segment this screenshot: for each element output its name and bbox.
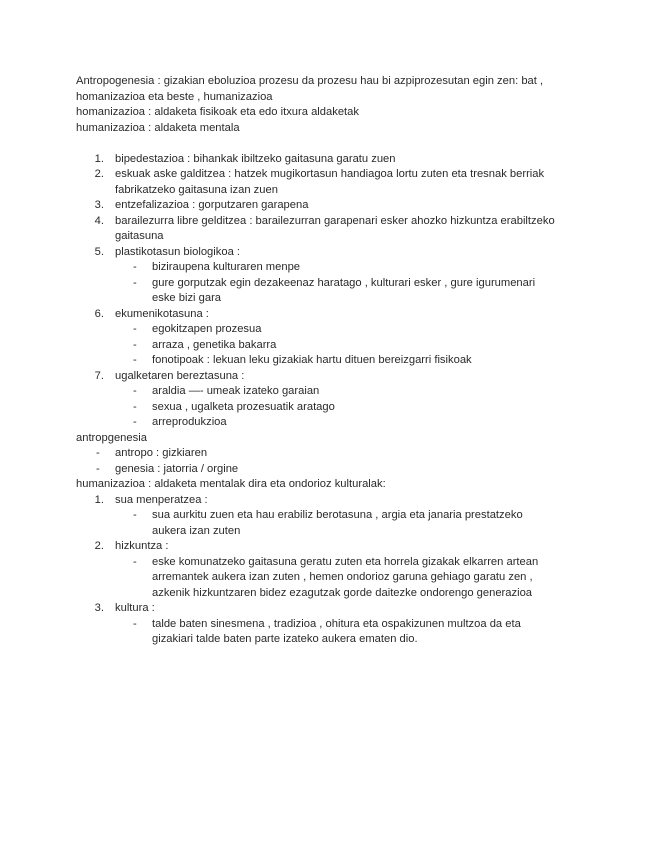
list-number: 5. xyxy=(94,245,104,258)
sub-item-text: sexua , ugalketa prozesuatik aratago xyxy=(152,400,335,413)
list-number: 3. xyxy=(94,602,104,614)
list-item-text: gaitasuna xyxy=(115,230,164,242)
bullet-dash: - xyxy=(96,447,100,459)
section-heading: humanizazioa : aldaketa mentalak dira eta ondorioz kulturalak: xyxy=(76,478,386,490)
list-item-text: barailezurra libre gelditzea : barailezurran garapenari esker ahozko hizkuntza erabiltzeko xyxy=(115,214,555,227)
list-item-text: bipedestazioa : bihankak ibiltzeko gaitasuna garatu zuen xyxy=(115,152,396,165)
sub-item-text: sua aurkitu zuen eta hau erabiliz berotasuna , argia eta janaria prestatzeko xyxy=(152,509,523,521)
list-number: 6. xyxy=(94,307,104,320)
bullet-dash: - xyxy=(133,416,137,428)
bullet-dash: - xyxy=(133,323,137,335)
list-number: 7. xyxy=(94,369,104,382)
sub-item-text: eske komunatzeko gaitasuna geratu zuten eta horrela gizakak elkarren artean xyxy=(152,555,539,568)
section-heading: antropgenesia xyxy=(76,431,147,444)
bullet-dash: - xyxy=(133,400,137,413)
sub-item-text: gizakiari talde baten parte izateko aukera ematen dio. xyxy=(152,633,418,645)
bullet-dash: - xyxy=(133,276,137,289)
antrop-item: antropo : gizkiaren xyxy=(115,447,208,459)
intro-line: humanizazioa : aldaketa mentala xyxy=(76,121,240,134)
list-number: 2. xyxy=(94,540,104,552)
bullet-dash: - xyxy=(133,555,137,568)
bullet-dash: - xyxy=(133,617,137,630)
bullet-dash: - xyxy=(133,385,137,397)
list-item-text: entzefalizazioa : gorputzaren garapena xyxy=(115,199,309,211)
intro-line: Antropogenesia : gizakian eboluzioa prozesu da prozesu hau bi azpiprozesutan egin zen: bat , xyxy=(76,75,544,87)
sub-item-text: arremantek aukera izan zuten , hemen ondorioz garuna gehiago garatu zen , xyxy=(152,571,533,583)
list-item-text: sua menperatzea : xyxy=(115,493,208,506)
sub-item-text: azkenik hizkuntzaren bidez ezagutzak gorde daitezke ondorengo generazioa xyxy=(152,586,533,599)
list-number: 4. xyxy=(94,214,104,227)
list-item-text: fabrikatzeko gaitasuna izan zuen xyxy=(115,183,278,196)
bullet-dash: - xyxy=(96,462,100,475)
sub-item-text: aukera izan zuten xyxy=(152,524,241,537)
bullet-dash: - xyxy=(133,338,137,351)
list-item-text: plastikotasun biologikoa : xyxy=(115,245,241,258)
list-item-text: kultura : xyxy=(115,602,155,614)
list-item-text: eskuak aske galditzea : hatzek mugikortasun handiagoa lortu zuten eta tresnak berriak xyxy=(115,168,545,180)
list-number: 1. xyxy=(94,493,104,506)
list-number: 3. xyxy=(94,199,104,211)
sub-item-text: gure gorputzak egin dezakeenaz haratago , kulturari esker , gure igurumenari xyxy=(152,276,536,289)
sub-item-text: eske bizi gara xyxy=(152,292,222,304)
sub-item-text: arraza , genetika bakarra xyxy=(152,338,277,351)
list-item-text: ekumenikotasuna : xyxy=(115,307,209,320)
bullet-dash: - xyxy=(133,509,137,521)
bullet-dash: - xyxy=(133,354,137,366)
intro-line: homanizazioa eta beste , humanizazioa xyxy=(76,90,273,103)
sub-item-text: araldia —- umeak izateko garaian xyxy=(152,385,320,397)
sub-item-text: arreprodukzioa xyxy=(152,416,227,428)
list-number: 1. xyxy=(94,152,104,165)
antrop-item: genesia : jatorria / orgine xyxy=(115,462,239,475)
sub-item-text: fonotipoak : lekuan leku gizakiak hartu dituen bereizgarri fisikoak xyxy=(152,354,472,366)
sub-item-text: talde baten sinesmena , tradizioa , ohitura eta ospakizunen multzoa da eta xyxy=(152,617,521,630)
sub-item-text: biziraupena kulturaren menpe xyxy=(152,261,301,273)
sub-item-text: egokitzapen prozesua xyxy=(152,323,262,335)
list-item-text: ugalketaren bereztasuna : xyxy=(115,369,245,382)
intro-line: homanizazioa : aldaketa fisikoak eta edo itxura aldaketak xyxy=(76,106,359,118)
list-number: 2. xyxy=(94,168,104,180)
list-item-text: hizkuntza : xyxy=(115,540,169,552)
bullet-dash: - xyxy=(133,261,137,273)
